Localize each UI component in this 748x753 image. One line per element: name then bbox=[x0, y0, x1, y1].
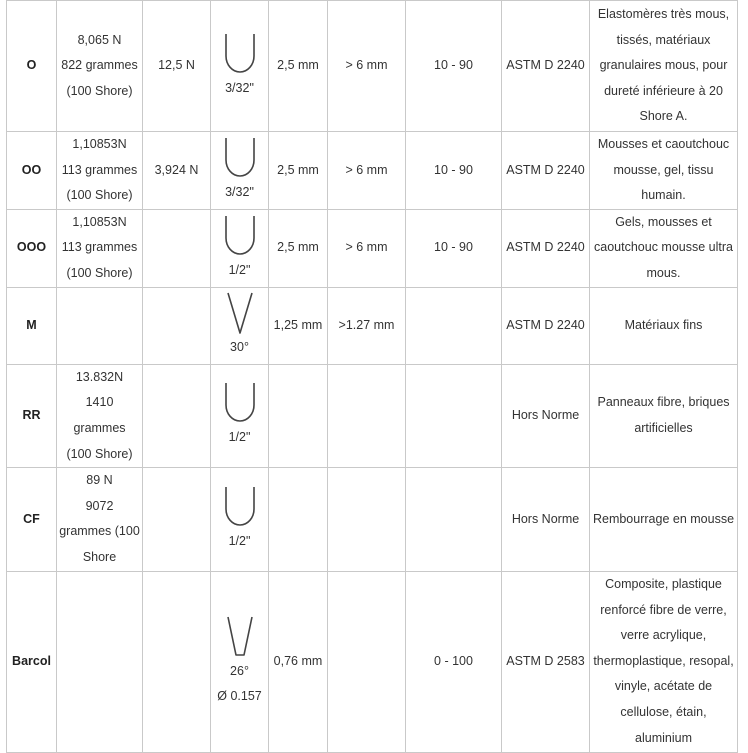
newton-cell bbox=[143, 132, 211, 210]
range-cell bbox=[406, 287, 502, 364]
materials-line: dureté inférieure à 20 bbox=[604, 83, 723, 98]
force-line: grammes (100 bbox=[59, 524, 140, 539]
materials-line: renforcé fibre de verre, bbox=[600, 602, 727, 617]
standard-value: ASTM D 2240 bbox=[506, 162, 585, 177]
materials-line: Rembourrage en mousse bbox=[592, 511, 735, 526]
truncated-cone-indenter-icon bbox=[220, 615, 260, 659]
scale-name: OO bbox=[21, 162, 42, 177]
thickness-cell bbox=[328, 287, 406, 364]
table-row bbox=[7, 209, 738, 287]
materials-line: aluminium bbox=[635, 730, 692, 745]
standard-value: ASTM D 2583 bbox=[506, 653, 585, 668]
diameter-cell bbox=[269, 287, 328, 364]
thickness-cell bbox=[328, 132, 406, 210]
indenter-figure bbox=[211, 214, 268, 283]
scale-cell bbox=[7, 364, 57, 467]
force-line: 113 grammes bbox=[61, 240, 138, 255]
thickness-value: >1.27 mm bbox=[338, 317, 395, 332]
diameter-value: 2,5 mm bbox=[277, 162, 319, 177]
scale-cell bbox=[7, 571, 57, 752]
indenter-figure bbox=[211, 485, 268, 554]
force-line: 13.832N bbox=[75, 369, 124, 384]
scale-cell bbox=[7, 468, 57, 571]
indenter-cell bbox=[211, 1, 269, 132]
scale-name: CF bbox=[23, 511, 40, 526]
newton-value: 12,5 N bbox=[158, 58, 195, 73]
indenter-figure bbox=[211, 136, 268, 205]
rounded-indenter-icon bbox=[220, 214, 260, 258]
force-line: 8,065 N bbox=[77, 32, 122, 47]
diameter-value: 1,25 mm bbox=[273, 317, 323, 332]
scale-cell bbox=[7, 209, 57, 287]
diameter-cell bbox=[269, 571, 328, 752]
scale-name: Barcol bbox=[12, 653, 51, 668]
materials-line: Shore A. bbox=[639, 109, 688, 124]
materials-line: Panneaux fibre, briques bbox=[597, 395, 730, 410]
force-line: 1410 bbox=[85, 395, 114, 410]
indenter-label: 1/2" bbox=[228, 262, 251, 277]
materials-cell bbox=[590, 132, 738, 210]
standard-cell bbox=[502, 571, 590, 752]
indenter-label: 1/2" bbox=[228, 430, 251, 445]
scale-cell bbox=[7, 287, 57, 364]
diameter-cell bbox=[269, 364, 328, 467]
thickness-value: > 6 mm bbox=[345, 162, 388, 177]
range-value: 0 - 100 bbox=[434, 653, 473, 668]
indenter-label: 30° bbox=[230, 340, 249, 355]
thickness-value: > 6 mm bbox=[345, 240, 388, 255]
table-row bbox=[7, 1, 738, 132]
materials-line: granulaires mous, pour bbox=[599, 58, 728, 73]
force-line: 89 N bbox=[86, 473, 113, 488]
standard-cell bbox=[502, 132, 590, 210]
diameter-value: 0,76 mm bbox=[273, 653, 323, 668]
indenter-cell bbox=[211, 132, 269, 210]
diameter-cell bbox=[269, 209, 328, 287]
force-line: 1,10853N bbox=[72, 137, 127, 151]
rounded-indenter-icon bbox=[220, 32, 260, 76]
force-line: (100 Shore) bbox=[66, 446, 133, 461]
force-cell bbox=[57, 571, 143, 752]
newton-cell bbox=[143, 1, 211, 132]
indenter-label: 26° bbox=[230, 663, 249, 678]
range-value: 10 - 90 bbox=[434, 162, 473, 177]
materials-line: Matériaux fins bbox=[624, 317, 703, 332]
diameter-cell bbox=[269, 468, 328, 571]
thickness-cell bbox=[328, 1, 406, 132]
materials-line: thermoplastique, resopal, bbox=[593, 653, 734, 668]
newton-cell bbox=[143, 209, 211, 287]
standard-value: ASTM D 2240 bbox=[506, 317, 585, 332]
indenter-cell bbox=[211, 468, 269, 571]
table-row bbox=[7, 287, 738, 364]
materials-line: artificielles bbox=[634, 420, 693, 435]
range-cell bbox=[406, 364, 502, 467]
materials-line: Elastomères très mous, bbox=[597, 7, 730, 22]
scale-name: O bbox=[26, 58, 37, 73]
diameter-value: 2,5 mm bbox=[277, 58, 319, 73]
force-line: (100 Shore) bbox=[66, 83, 133, 98]
materials-line: mousse, gel, tissu bbox=[613, 162, 714, 177]
thickness-cell bbox=[328, 209, 406, 287]
table-row bbox=[7, 364, 738, 467]
force-line: grammes bbox=[73, 420, 126, 435]
rounded-indenter-icon bbox=[220, 381, 260, 425]
materials-line: vinyle, acétate de bbox=[614, 679, 713, 694]
range-value: 10 - 90 bbox=[434, 58, 473, 73]
materials-line: cellulose, étain, bbox=[620, 704, 707, 719]
materials-line: Composite, plastique bbox=[605, 576, 722, 591]
cone-indenter-icon bbox=[220, 291, 260, 335]
table-row bbox=[7, 468, 738, 571]
indenter-figure bbox=[211, 615, 268, 709]
diameter-cell bbox=[269, 1, 328, 132]
indenter-cell bbox=[211, 364, 269, 467]
standard-value: Hors Norme bbox=[511, 511, 580, 526]
scale-name: RR bbox=[22, 408, 41, 423]
materials-cell bbox=[590, 209, 738, 287]
indenter-label: 1/2" bbox=[228, 533, 251, 548]
newton-value: 3,924 N bbox=[154, 162, 199, 177]
indenter-cell bbox=[211, 571, 269, 752]
materials-cell bbox=[590, 287, 738, 364]
materials-line: verre acrylique, bbox=[620, 628, 707, 643]
range-cell bbox=[406, 132, 502, 210]
table-row bbox=[7, 132, 738, 210]
scale-name: M bbox=[26, 317, 37, 332]
indenter-figure bbox=[211, 291, 268, 360]
force-line: Shore bbox=[82, 549, 117, 564]
indenter-label: Ø 0.157 bbox=[217, 688, 262, 703]
materials-line: Mousses et caoutchouc bbox=[597, 137, 730, 151]
standard-cell bbox=[502, 468, 590, 571]
materials-line: humain. bbox=[641, 188, 686, 203]
force-cell bbox=[57, 364, 143, 467]
indenter-label: 3/32" bbox=[225, 80, 254, 95]
materials-line: caoutchouc mousse ultra bbox=[594, 240, 733, 255]
range-cell bbox=[406, 571, 502, 752]
indenter-figure bbox=[211, 32, 268, 101]
force-cell bbox=[57, 132, 143, 210]
range-cell bbox=[406, 468, 502, 571]
standard-cell bbox=[502, 287, 590, 364]
force-line: 113 grammes bbox=[61, 162, 138, 177]
force-line: 9072 bbox=[85, 498, 114, 513]
range-cell bbox=[406, 1, 502, 132]
indenter-figure bbox=[211, 381, 268, 450]
indenter-label: 3/32" bbox=[225, 184, 254, 199]
diameter-value: 2,5 mm bbox=[277, 240, 319, 255]
standard-cell bbox=[502, 1, 590, 132]
rounded-indenter-icon bbox=[220, 485, 260, 529]
thickness-cell bbox=[328, 364, 406, 467]
materials-cell bbox=[590, 1, 738, 132]
force-cell bbox=[57, 287, 143, 364]
standard-cell bbox=[502, 364, 590, 467]
materials-line: mous. bbox=[646, 266, 681, 281]
force-cell bbox=[57, 468, 143, 571]
standard-value: Hors Norme bbox=[511, 408, 580, 423]
indenter-cell bbox=[211, 287, 269, 364]
standard-cell bbox=[502, 209, 590, 287]
table-row bbox=[7, 571, 738, 752]
scale-name: OOO bbox=[16, 240, 47, 255]
range-value: 10 - 90 bbox=[434, 240, 473, 255]
scale-cell bbox=[7, 1, 57, 132]
standard-value: ASTM D 2240 bbox=[506, 58, 585, 73]
newton-cell bbox=[143, 364, 211, 467]
diameter-cell bbox=[269, 132, 328, 210]
materials-cell bbox=[590, 468, 738, 571]
force-cell bbox=[57, 209, 143, 287]
materials-line: Gels, mousses et bbox=[615, 214, 712, 229]
materials-cell bbox=[590, 571, 738, 752]
standard-value: ASTM D 2240 bbox=[506, 240, 585, 255]
range-cell bbox=[406, 209, 502, 287]
thickness-cell bbox=[328, 571, 406, 752]
force-line: 1,10853N bbox=[72, 214, 127, 229]
indenter-cell bbox=[211, 209, 269, 287]
force-line: (100 Shore) bbox=[66, 266, 133, 281]
newton-cell bbox=[143, 571, 211, 752]
thickness-cell bbox=[328, 468, 406, 571]
force-line: (100 Shore) bbox=[66, 188, 133, 203]
newton-cell bbox=[143, 468, 211, 571]
force-line: 822 grammes bbox=[61, 58, 138, 73]
shore-scales-table bbox=[6, 0, 738, 753]
scale-cell bbox=[7, 132, 57, 210]
materials-cell bbox=[590, 364, 738, 467]
newton-cell bbox=[143, 287, 211, 364]
force-cell bbox=[57, 1, 143, 132]
thickness-value: > 6 mm bbox=[345, 58, 388, 73]
rounded-indenter-icon bbox=[220, 136, 260, 180]
materials-line: tissés, matériaux bbox=[616, 32, 711, 47]
